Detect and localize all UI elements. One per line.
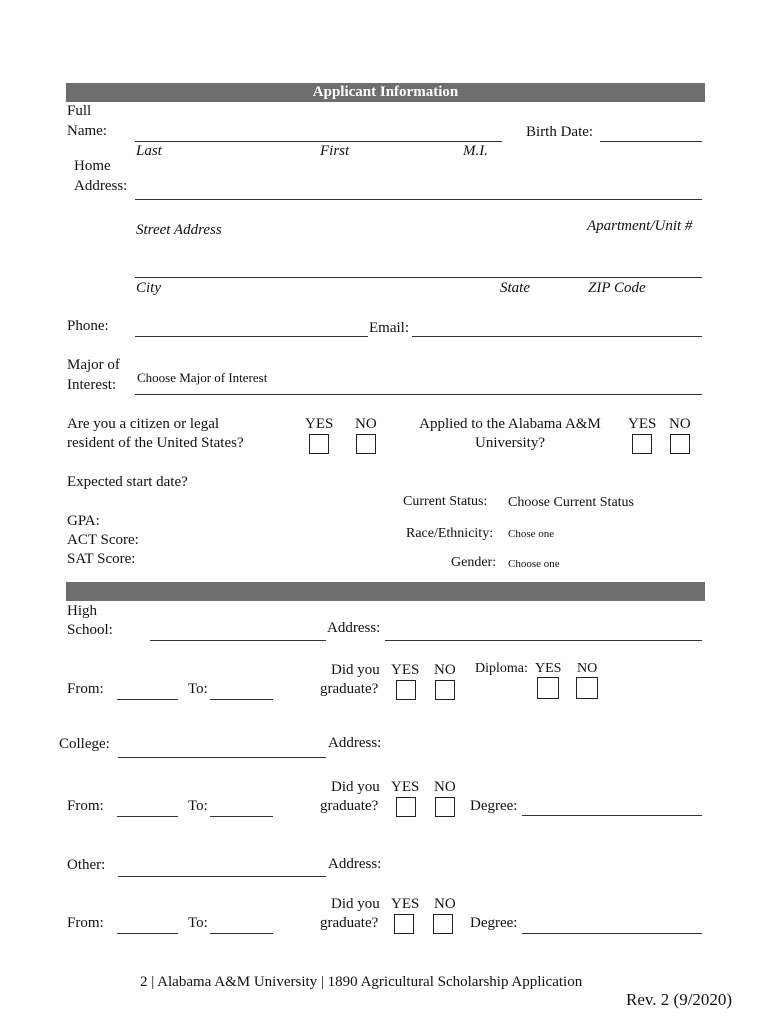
hs-did-you-label: Did you — [331, 662, 380, 678]
other-label: Other: — [67, 857, 106, 873]
other-degree-label: Degree: — [470, 915, 518, 931]
hs-to-field[interactable] — [210, 699, 273, 700]
other-address-label: Address: — [328, 856, 382, 872]
other-no-label: NO — [434, 896, 456, 912]
street-address-caption: Street Address — [136, 222, 222, 238]
college-degree-field[interactable] — [522, 815, 702, 816]
diploma-no-label: NO — [577, 661, 598, 676]
page-footer: 2 | Alabama A&M University | 1890 Agricultural Scholarship Application — [140, 974, 583, 990]
state-caption: State — [500, 280, 530, 296]
other-graduate-label: graduate? — [320, 915, 379, 931]
phone-field[interactable] — [135, 336, 368, 337]
citizen-yes-checkbox[interactable] — [309, 434, 329, 454]
hs-graduate-label: graduate? — [320, 681, 379, 697]
current-status-label: Current Status: — [403, 494, 488, 509]
college-yes-label: YES — [391, 779, 420, 795]
race-ethnicity-label: Race/Ethnicity: — [406, 526, 494, 541]
last-caption: Last — [136, 143, 162, 159]
birth-date-field[interactable] — [600, 141, 702, 142]
other-from-field[interactable] — [117, 933, 178, 934]
citizen-question-line2: resident of the United States? — [67, 435, 244, 451]
other-to-label: To: — [188, 915, 208, 931]
other-from-label: From: — [67, 915, 104, 931]
diploma-no-checkbox[interactable] — [576, 677, 598, 699]
college-address-label: Address: — [328, 735, 382, 751]
other-yes-label: YES — [391, 896, 420, 912]
phone-label: Phone: — [67, 318, 109, 334]
college-from-field[interactable] — [117, 816, 178, 817]
diploma-yes-label: YES — [535, 661, 562, 676]
hs-yes-label: YES — [391, 662, 420, 678]
college-degree-label: Degree: — [470, 798, 518, 814]
name-field[interactable] — [135, 141, 502, 142]
hs-to-label: To: — [188, 681, 208, 697]
high-label: High — [67, 603, 97, 619]
interest-label: Interest: — [67, 377, 117, 393]
hs-no-label: NO — [434, 662, 456, 678]
applied-question-line2: University? — [475, 435, 545, 451]
college-graduate-label: graduate? — [320, 798, 379, 814]
diploma-yes-checkbox[interactable] — [537, 677, 559, 699]
college-graduate-no-checkbox[interactable] — [435, 797, 455, 817]
act-score-label: ACT Score: — [67, 532, 139, 548]
college-graduate-yes-checkbox[interactable] — [396, 797, 416, 817]
college-to-field[interactable] — [210, 816, 273, 817]
street-address-field[interactable] — [135, 199, 702, 200]
email-field[interactable] — [412, 336, 702, 337]
school-label: School: — [67, 622, 113, 638]
citizen-no-checkbox[interactable] — [356, 434, 376, 454]
name-label: Name: — [67, 123, 107, 139]
hs-address-label: Address: — [327, 620, 381, 636]
major-underline — [135, 394, 702, 395]
major-of-label: Major of — [67, 357, 120, 373]
college-no-label: NO — [434, 779, 456, 795]
home-label: Home — [74, 158, 111, 174]
current-status-select[interactable]: Choose Current Status — [508, 495, 634, 510]
other-did-you-label: Did you — [331, 896, 380, 912]
gender-label: Gender: — [451, 555, 497, 570]
other-graduate-no-checkbox[interactable] — [433, 914, 453, 934]
citizen-no-label: NO — [355, 416, 377, 432]
college-to-label: To: — [188, 798, 208, 814]
section-title: Applicant Information — [312, 84, 459, 100]
other-to-field[interactable] — [210, 933, 273, 934]
applied-no-checkbox[interactable] — [670, 434, 690, 454]
other-graduate-yes-checkbox[interactable] — [394, 914, 414, 934]
college-did-you-label: Did you — [331, 779, 380, 795]
sat-score-label: SAT Score: — [67, 551, 136, 567]
first-caption: First — [320, 143, 350, 159]
address-label: Address: — [74, 178, 128, 194]
hs-from-label: From: — [67, 681, 104, 697]
applied-yes-label: YES — [628, 416, 657, 432]
college-label: College: — [59, 736, 110, 752]
full-label: Full — [67, 103, 92, 119]
city-caption: City — [136, 280, 161, 296]
race-ethnicity-select[interactable]: Chose one — [508, 528, 555, 540]
other-field[interactable] — [118, 876, 326, 877]
gpa-label: GPA: — [67, 513, 100, 529]
citizen-question-line1: Are you a citizen or legal — [67, 416, 220, 432]
other-degree-field[interactable] — [522, 933, 702, 934]
education-header-bar — [66, 582, 705, 601]
college-field[interactable] — [118, 757, 326, 758]
hs-from-field[interactable] — [117, 699, 178, 700]
birth-date-label: Birth Date: — [526, 124, 594, 140]
email-label: Email: — [369, 320, 409, 336]
applied-yes-checkbox[interactable] — [632, 434, 652, 454]
hs-graduate-yes-checkbox[interactable] — [396, 680, 416, 700]
applied-question-line1: Applied to the Alabama A&M — [419, 416, 601, 432]
expected-start-label: Expected start date? — [67, 474, 188, 490]
applied-no-label: NO — [669, 416, 691, 432]
major-select[interactable]: Choose Major of Interest — [137, 370, 268, 385]
apartment-caption: Apartment/Unit # — [587, 218, 693, 234]
college-from-label: From: — [67, 798, 104, 814]
hs-address-field[interactable] — [385, 640, 702, 641]
mi-caption: M.I. — [463, 143, 488, 159]
zip-caption: ZIP Code — [588, 280, 646, 296]
hs-graduate-no-checkbox[interactable] — [435, 680, 455, 700]
high-school-field[interactable] — [150, 640, 326, 641]
gender-select[interactable]: Choose one — [508, 558, 560, 570]
applicant-information-header — [66, 83, 705, 102]
citizen-yes-label: YES — [305, 416, 334, 432]
city-state-zip-field[interactable] — [135, 277, 702, 278]
revision-label: Rev. 2 (9/2020) — [626, 990, 733, 1009]
diploma-label: Diploma: — [475, 661, 528, 676]
